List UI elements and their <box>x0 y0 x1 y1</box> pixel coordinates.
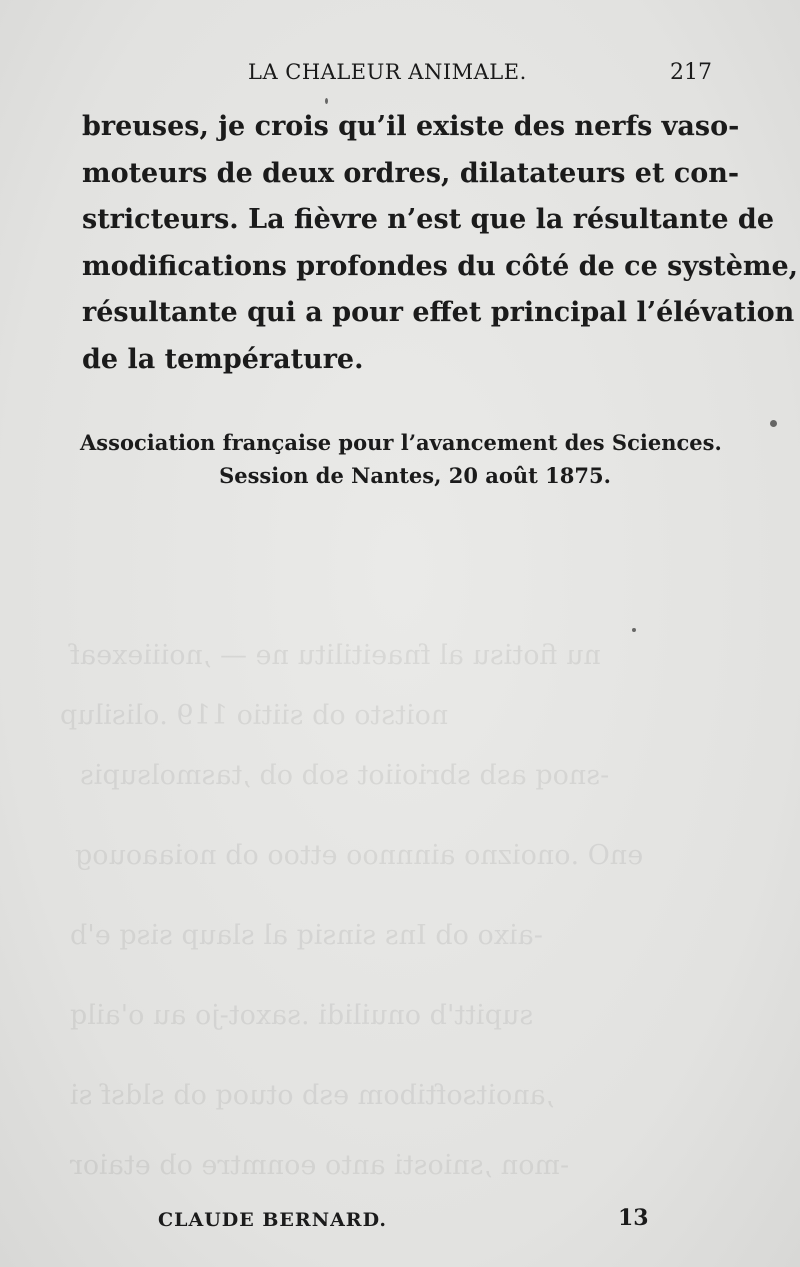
text-line: stricteurs. La fièvre n’est que la résultante de <box>82 204 774 235</box>
bleed-through-text: nu fiotisu al fnaeitilitu ne — ,noiiiexeaf noitsto ob siitio 119 .olisilup -snoq asb sbrioiiot sob ob ,tasmolsupis enO .onoizno ainnnoo ettoo ob noiaaouog -aixo ob Ins sinsiq al slaup sisq e'b supitt'b onuilidi .saxot-jo au o'ailq ,anoitsoftibom esb otuoq ob sldsf si -mon ,sniosti anto eonmtre ob etaior <box>60 640 644 1181</box>
page-header <box>80 60 720 94</box>
citation-session: Session de Nantes, 20 août 1875. <box>219 463 611 488</box>
running-head: LA CHALEUR ANIMALE. <box>248 60 527 84</box>
text-line: moteurs de deux ordres, dilatateurs et con- <box>82 157 740 189</box>
text-line: de la température. <box>82 343 364 375</box>
signature-number: 13 <box>618 1205 649 1231</box>
citation-association: Association française pour l’avancement des Sciences. <box>80 430 722 455</box>
page-number: 217 <box>670 60 712 85</box>
text-line: modifications profondes du côté de ce système, <box>82 250 799 282</box>
text-line: résultante qui a pour effet principal l’élévation <box>82 297 795 328</box>
ink-speck <box>770 420 777 427</box>
citation-block <box>80 426 720 492</box>
ink-speck <box>632 628 636 632</box>
page-footer <box>80 1205 720 1235</box>
body-paragraph <box>82 104 799 383</box>
signature-mark: CLAUDE BERNARD. <box>158 1209 388 1231</box>
text-line: breuses, je crois qu’il existe des nerfs vaso- <box>82 111 740 142</box>
ink-speck <box>325 98 328 104</box>
